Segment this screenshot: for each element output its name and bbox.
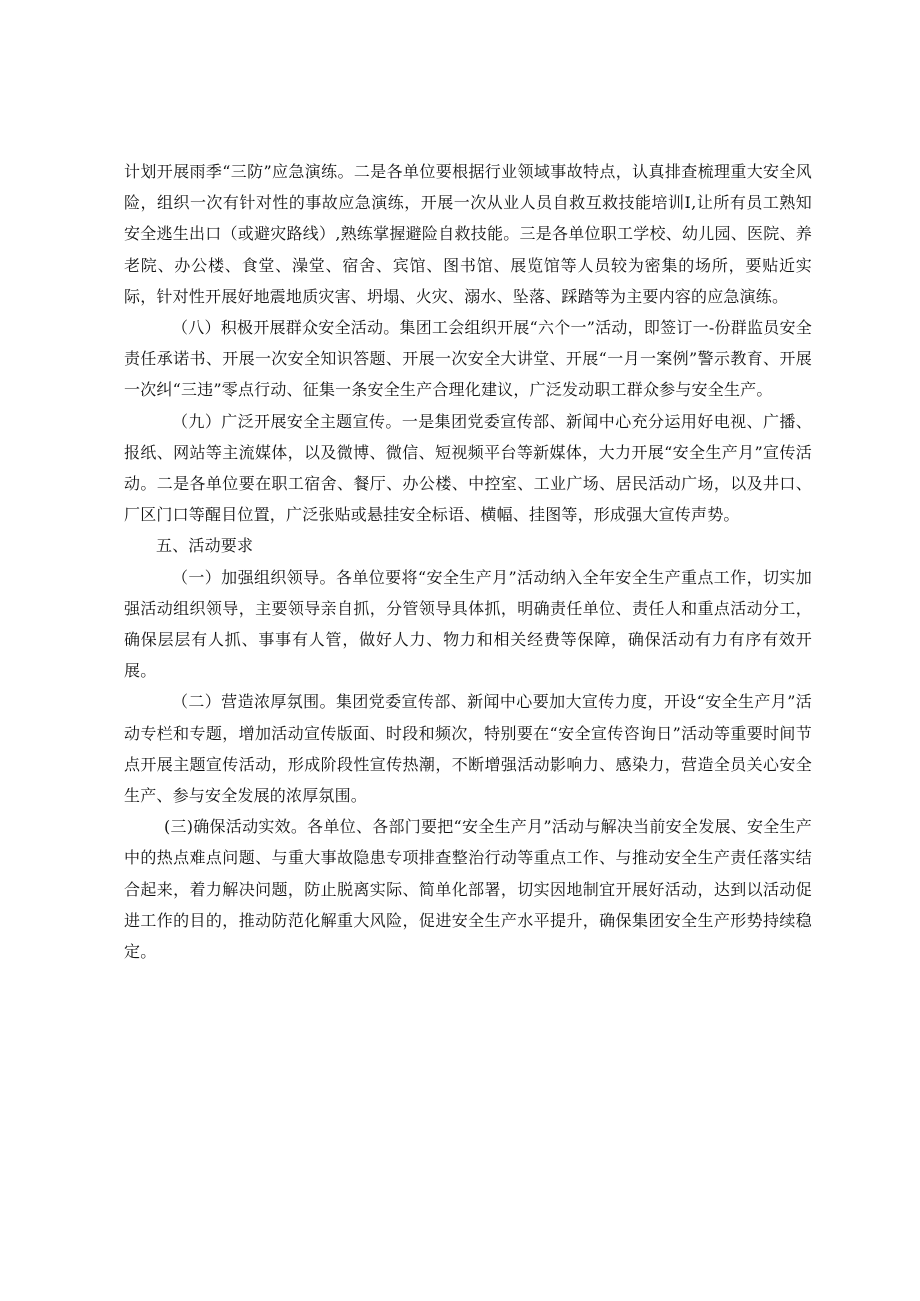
paragraph-requirement-organization: （一）加强组织领导。各单位要将“安全生产月”活动纳入全年安全生产重点工作，切实加强活动组织领导，主要领导亲自抓，分管领导具体抓，明确责任单位、责任人和重点活动分工，确保层层有人抓、事事有人管，做好人力、物力和相关经费等保障，确保活动有力有序有效开展。 (124, 567, 812, 681)
paragraph-safety-publicity: （九）广泛开展安全主题宣传。一是集团党委宣传部、新闻中心充分运用好电视、广播、报纸、网站等主流媒体，以及微博、微信、短视频平台等新媒体，大力开展“安全生产月”宣传活动。二是各单位要在职工宿舍、餐厅、办公楼、中控室、工业广场、居民活动广场，以及井口、厂区门口等醒目位置，广泛张贴或悬挂安全标语、横幅、挂图等，形成强大宣传声势。 (124, 411, 812, 525)
paragraph-drill-continuation: 计划开展雨季“三防”应急演练。二是各单位要根据行业领域事故特点，认真排查梳理重大安全风险，组织一次有针对性的事故应急演练，开展一次从业人员自救互救技能培训Ⅰ,让所有员工熟知安全逃生出口（或避灾路线）,熟练掌握避险自救技能。三是各单位职工学校、幼儿园、医院、养老院、办公楼、食堂、澡堂、宿舍、宾馆、图书馆、展览馆等人员较为密集的场所，要贴近实际，针对性开展好地震地质灾害、坍塌、火灾、溺水、坠落、踩踏等为主要内容的应急演练。 (124, 162, 812, 306)
paragraph-requirement-atmosphere: （二）营造浓厚氛围。集团党委宣传部、新闻中心要加大宣传力度，开设“安全生产月”活动专栏和专题，增加活动宣传版面、时段和频次，特别要在“安全宣传咨询日”活动等重要时间节点开展主题宣传活动，形成阶段性宣传热潮，不断增强活动影响力、感染力，营造全员关心安全生产、参与安全发展的浓厚氛围。 (124, 692, 812, 806)
section-heading-activity-requirements: 五、活动要求 (156, 536, 254, 556)
paragraph-requirement-effectiveness: (三)确保活动实效。各单位、各部门要把“安全生产月”活动与解决当前安全发展、安全生产中的热点难点问题、与重大事故隐患专项排查整治行动等重点工作、与推动安全生产责任落实结合起来，着力解决问题，防止脱离实际、简单化部署，切实因地制宜开展好活动，达到以活动促进工作的目的，推动防范化解重大风险，促进安全生产水平提升，确保集团安全生产形势持续稳定。 (124, 817, 812, 962)
paragraph-mass-safety-activities: （八）积极开展群众安全活动。集团工会组织开展“六个一”活动，即签订一-份群监员安全责任承诺书、开展一次安全知识答题、开展一次安全大讲堂、开展“一月一案例”警示教育、开展一次纠“三违”零点行动、征集一条安全生产合理化建议，广泛发动职工群众参与安全生产。 (124, 318, 812, 400)
document-body (124, 156, 812, 967)
